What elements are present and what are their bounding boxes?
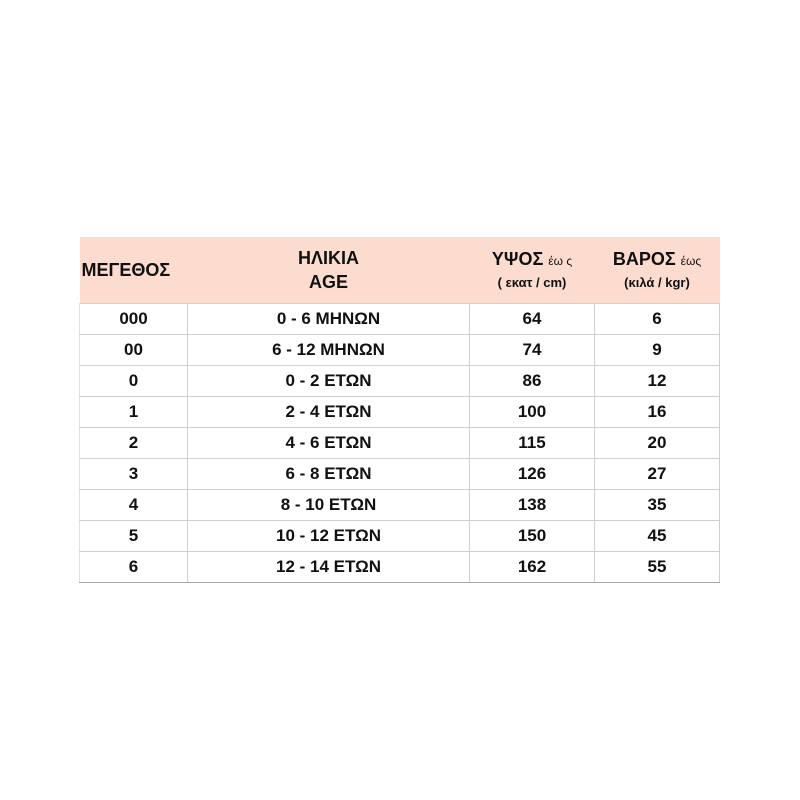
- header-height: [470, 237, 595, 304]
- cell-size: 0: [80, 366, 188, 397]
- cell-height: 150: [470, 521, 595, 552]
- header-weight-label: [595, 247, 720, 273]
- header-height-label: [470, 247, 595, 273]
- header-age-greek: ΗΛΙΚΙΑ: [297, 248, 359, 268]
- header-height-unit: ( εκατ / cm): [497, 275, 567, 290]
- cell-size: 1: [80, 397, 188, 428]
- table-row: [80, 521, 720, 552]
- cell-size: 000: [80, 304, 188, 335]
- cell-weight: 9: [595, 335, 720, 366]
- cell-height: 115: [470, 428, 595, 459]
- header-age: [188, 237, 470, 304]
- cell-age: 0 - 2 ΕΤΩΝ: [188, 366, 470, 397]
- cell-height: 64: [470, 304, 595, 335]
- cell-height: 74: [470, 335, 595, 366]
- cell-age: 2 - 4 ΕΤΩΝ: [188, 397, 470, 428]
- cell-age: 10 - 12 ΕΤΩΝ: [188, 521, 470, 552]
- header-height-main: ΥΨΟΣ: [491, 249, 544, 269]
- cell-age: 6 - 12 ΜΗΝΩΝ: [188, 335, 470, 366]
- table-row: [80, 304, 720, 335]
- table-header: [80, 237, 720, 304]
- cell-size: 6: [80, 552, 188, 583]
- cell-weight: 12: [595, 366, 720, 397]
- table-body: [80, 304, 720, 583]
- cell-weight: 20: [595, 428, 720, 459]
- cell-size: 4: [80, 490, 188, 521]
- cell-weight: 55: [595, 552, 720, 583]
- cell-age: 4 - 6 ΕΤΩΝ: [188, 428, 470, 459]
- cell-age: 6 - 8 ΕΤΩΝ: [188, 459, 470, 490]
- cell-weight: 35: [595, 490, 720, 521]
- cell-weight: 45: [595, 521, 720, 552]
- header-size: ΜΕΓΕΘΟΣ: [80, 237, 188, 304]
- header-height-upto: έω ς: [548, 254, 573, 268]
- header-age-english: AGE: [308, 272, 348, 292]
- cell-size: 3: [80, 459, 188, 490]
- table-row: [80, 490, 720, 521]
- cell-size: 00: [80, 335, 188, 366]
- table-row: [80, 428, 720, 459]
- table-row: [80, 366, 720, 397]
- cell-size: 5: [80, 521, 188, 552]
- table-row: [80, 459, 720, 490]
- cell-size: 2: [80, 428, 188, 459]
- header-weight-upto: έως: [680, 254, 702, 268]
- header-weight-unit: (κιλά / kgr): [624, 275, 690, 290]
- cell-age: 12 - 14 ΕΤΩΝ: [188, 552, 470, 583]
- cell-height: 162: [470, 552, 595, 583]
- cell-height: 86: [470, 366, 595, 397]
- header-weight-main: ΒΑΡΟΣ: [612, 249, 676, 269]
- cell-weight: 16: [595, 397, 720, 428]
- header-row: [80, 237, 720, 304]
- cell-height: 126: [470, 459, 595, 490]
- header-weight: [595, 237, 720, 304]
- table-row: [80, 335, 720, 366]
- cell-age: 8 - 10 ΕΤΩΝ: [188, 490, 470, 521]
- size-chart-table: [79, 237, 720, 583]
- cell-weight: 6: [595, 304, 720, 335]
- cell-height: 100: [470, 397, 595, 428]
- cell-height: 138: [470, 490, 595, 521]
- table-row: [80, 397, 720, 428]
- cell-age: 0 - 6 ΜΗΝΩΝ: [188, 304, 470, 335]
- table-row: [80, 552, 720, 583]
- cell-weight: 27: [595, 459, 720, 490]
